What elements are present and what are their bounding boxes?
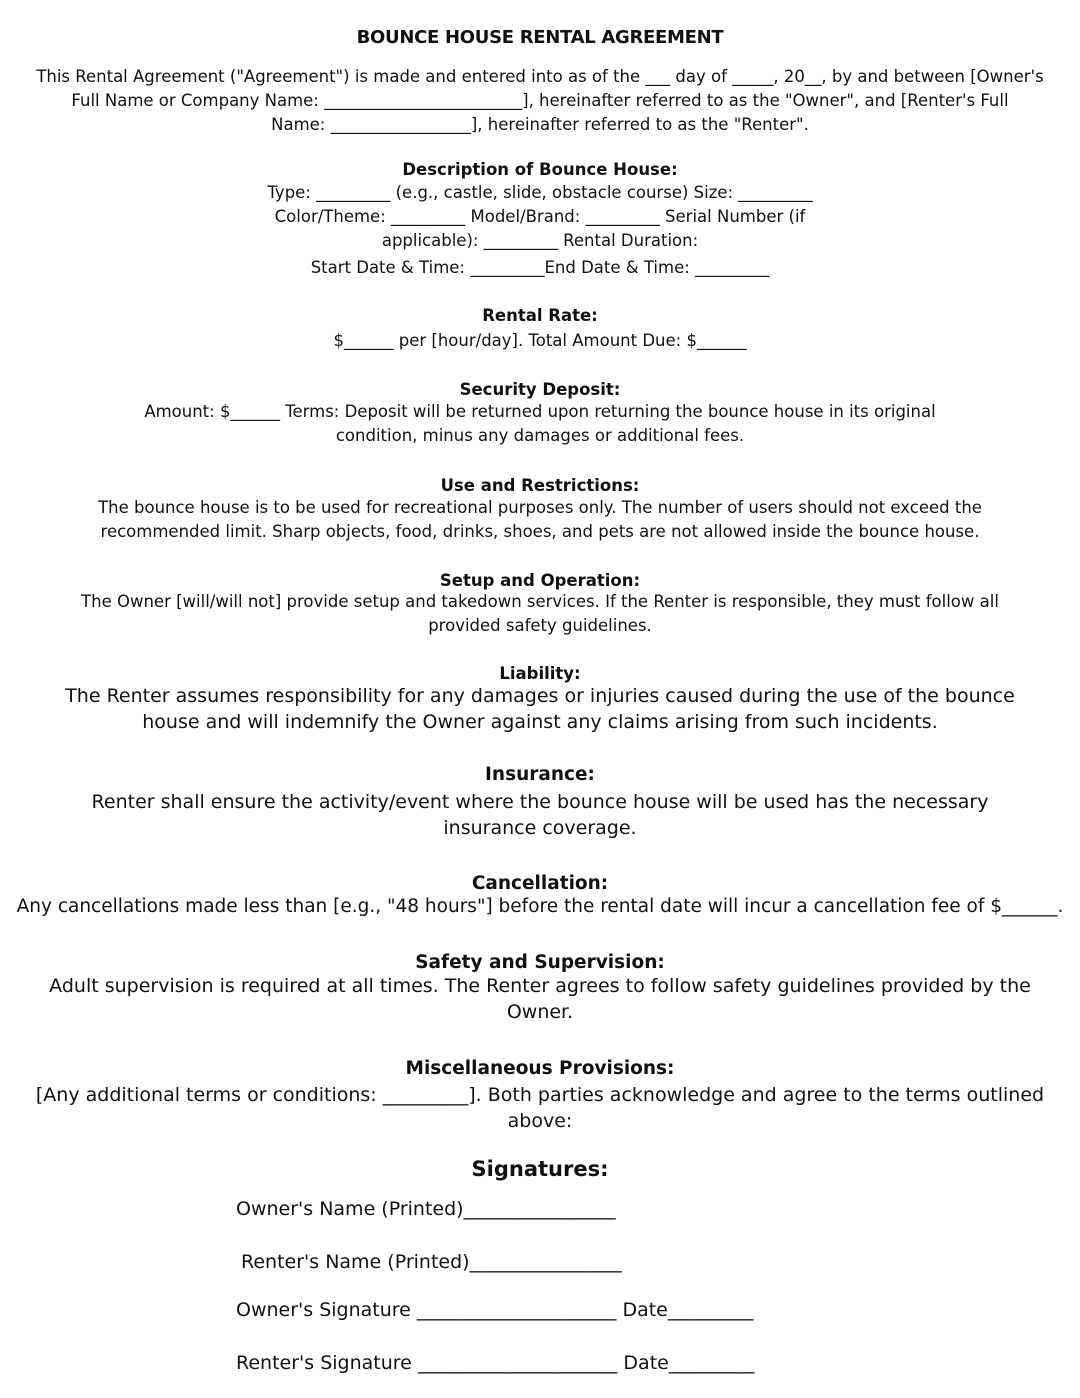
insurance-section: Insurance: Renter shall ensure the activity/event where the bounce house will be used has the necessary insurance coverage.: [0, 764, 1080, 841]
rental-rate-section: Rental Rate: $______ per [hour/day]. Total Amount Due: $______: [0, 306, 1080, 353]
misc-provisions-section: Miscellaneous Provisions: [Any additional terms or conditions: _________]. Both parties acknowledge and agree to the terms outlined above:: [0, 1058, 1080, 1134]
renter-name-line: Renter's Name (Printed)________________: [241, 1251, 622, 1273]
section-heading: Security Deposit:: [459, 380, 621, 399]
section-heading: Cancellation:: [471, 873, 609, 894]
safety-supervision-section: Safety and Supervision: Adult supervision is required at all times. The Renter agrees to follow safety guidelines provided by the Owner.: [0, 952, 1080, 1025]
section-heading: Miscellaneous Provisions:: [405, 1058, 675, 1079]
section-heading: Rental Rate:: [482, 306, 598, 325]
section-heading: Description of Bounce House:: [402, 160, 678, 179]
owner-name-line: Owner's Name (Printed)________________: [236, 1198, 616, 1220]
owner-signature-line: Owner's Signature _____________________ Date_________: [236, 1299, 754, 1321]
section-heading: Insurance:: [485, 764, 595, 785]
section-heading: Setup and Operation:: [439, 571, 641, 590]
section-heading: Safety and Supervision:: [415, 952, 665, 973]
security-deposit-section: Security Deposit: Amount: $______ Terms: Deposit will be returned upon returning the bounce house in its original condition, minus any damages or additional fees.: [0, 380, 1080, 448]
liability-section: Liability: The Renter assumes responsibility for any damages or injuries caused during the use of the bounce house and will indemnify the Owner against any claims arising from such incidents.: [0, 664, 1080, 735]
section-heading: Liability:: [499, 664, 581, 683]
intro-paragraph: This Rental Agreement ("Agreement") is made and entered into as of the ___ day of _____, 20__, by and between [Owner's Full Name or Company Name: ________________________], hereinafter referred to as the "Owner", and [Renter's Full Name: _________________], hereinafter referred to as the "Renter".: [36, 67, 1044, 134]
section-heading: Use and Restrictions:: [440, 476, 640, 495]
setup-operation-section: Setup and Operation: The Owner [will/will not] provide setup and takedown services. If the Renter is responsible, they must follow all provided safety guidelines.: [0, 571, 1080, 638]
description-section: Description of Bounce House: Type: _________ (e.g., castle, slide, obstacle course) Size: _________ Color/Theme: _________ Model/Brand: _________ Serial Number (if applicable): _________ Rental Duration: Start Date & Time: _________End Date & Time: _________: [0, 160, 1080, 280]
use-restrictions-section: Use and Restrictions: The bounce house is to be used for recreational purposes only. The number of users should not exceed the recommended limit. Sharp objects, food, drinks, shoes, and pets are not allowed inside the bounce house.: [0, 476, 1080, 544]
document-title: BOUNCE HOUSE RENTAL AGREEMENT: [356, 27, 724, 48]
signatures-heading: Signatures:: [471, 1157, 609, 1181]
renter-signature-line: Renter's Signature _____________________ Date_________: [236, 1352, 755, 1374]
cancellation-section: Cancellation: Any cancellations made less than [e.g., "48 hours"] before the rental date will incur a cancellation fee of $______.: [0, 873, 1080, 920]
